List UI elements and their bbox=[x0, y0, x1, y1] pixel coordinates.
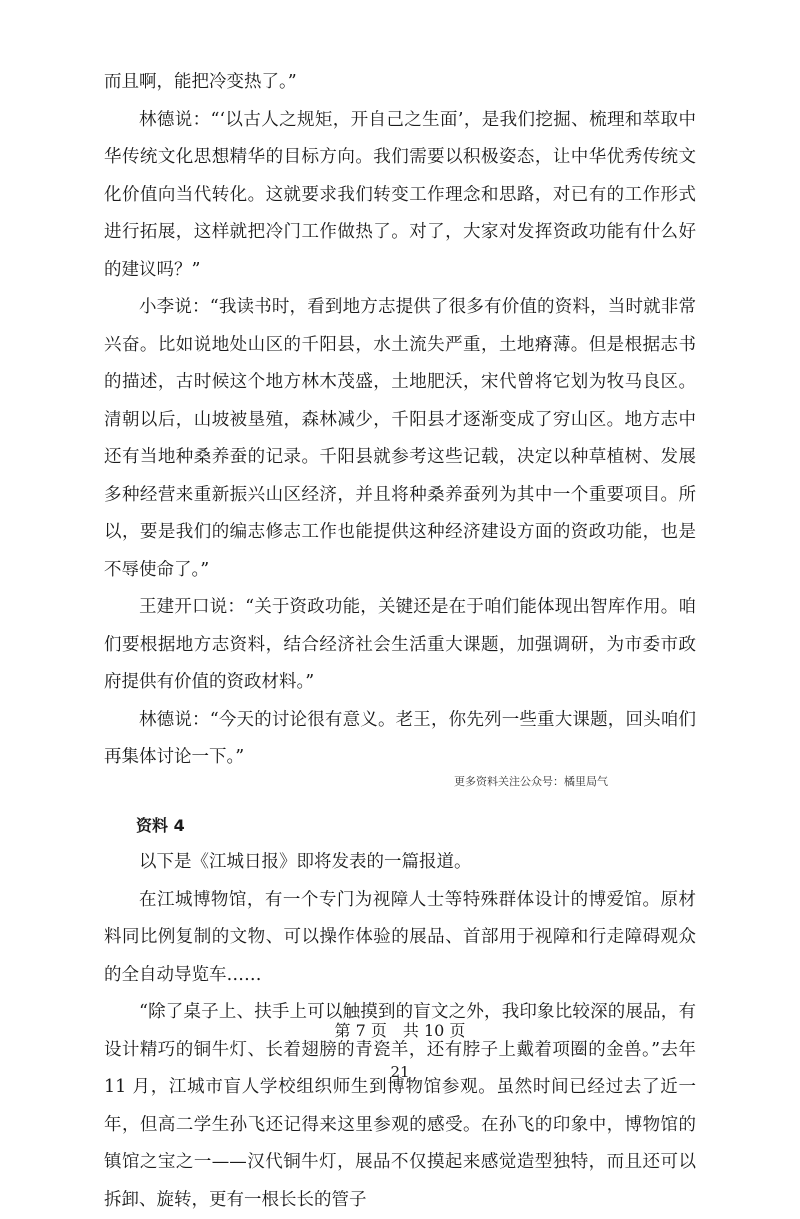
page-body bbox=[104, 64, 696, 1219]
page-label: 第 7 页 共 10 页 bbox=[334, 1021, 466, 1040]
paragraph: 而且啊，能把冷变热了。” bbox=[104, 72, 297, 92]
paragraph: 林德说：“‘以古人之规矩，开自己之生面’，是我们挖掘、梳理和萃取中华传统文化思想精华的目标方向。我们需要以积极姿态，让中华优秀传统文化价值向当代转化。这就要求我们转变工作理念和思路，对已有的工作形式进行拓展，这样就把冷门工作做热了。对了，大家对发挥资政功能有什么好的建议吗？” bbox=[104, 109, 696, 280]
paragraph: 以下是《江城日报》即将发表的一篇报道。 bbox=[139, 852, 472, 872]
paragraph: 王建开口说：“关于资政功能，关键还是在于咱们能体现出智库作用。咱们要根据地方志资料，结合经济社会生活重大课题，加强调研，为市委市政府提供有价值的资政材料。” bbox=[104, 597, 696, 692]
paragraph: 在江城博物馆，有一个专门为视障人士等特殊群体设计的博爱馆。原材料同比例复制的文物、可以操作体验的展品、首部用于视障和行走障碍观众的全自动导览车…… bbox=[104, 889, 696, 985]
page-number: 21 bbox=[390, 1063, 410, 1081]
watermark-note: 更多资料关注公众号：橘里局气 bbox=[454, 774, 608, 788]
section-title: 资料 4 bbox=[136, 815, 185, 835]
paragraph: 林德说：“今天的讨论很有意义。老王，你先列一些重大课题，回头咱们再集体讨论一下。” bbox=[104, 709, 696, 767]
paragraph: 小李说：“我读书时，看到地方志提供了很多有价值的资料，当时就非常兴奋。比如说地处山区的千阳县，水土流失严重，土地瘠薄。但是根据志书的描述，古时候这个地方林木茂盛，土地肥沃，宋代曾将它划为牧马良区。清朝以后，山坡被垦殖，森林减少，千阳县才逐渐变成了穷山区。地方志中还有当地种桑养蚕的记录。千阳县就参考这些记载，决定以种草植树、发展多种经营来重新振兴山区经济，并且将种桑养蚕列为其中一个重要项目。所以，要是我们的编志修志工作也能提供这种经济建设方面的资政功能，也是不辱使命了。” bbox=[104, 297, 696, 580]
paragraph: “除了桌子上、扶手上可以触摸到的盲文之外，我印象比较深的展品，有设计精巧的铜牛灯、长着翅膀的青瓷羊，还有脖子上戴着项圈的金兽。”去年 11 月，江城市盲人学校组织师生到博物馆参观。虽然时间已经过去了近一年，但高二学生孙飞还记得来这里参观的感受。在孙飞的印象中，博物馆的镇馆之宝之一——汉代铜牛灯，展品不仅摸起来感觉造型独特，而且还可以拆卸、旋转，更有一根长长的管子 bbox=[104, 1002, 696, 1210]
